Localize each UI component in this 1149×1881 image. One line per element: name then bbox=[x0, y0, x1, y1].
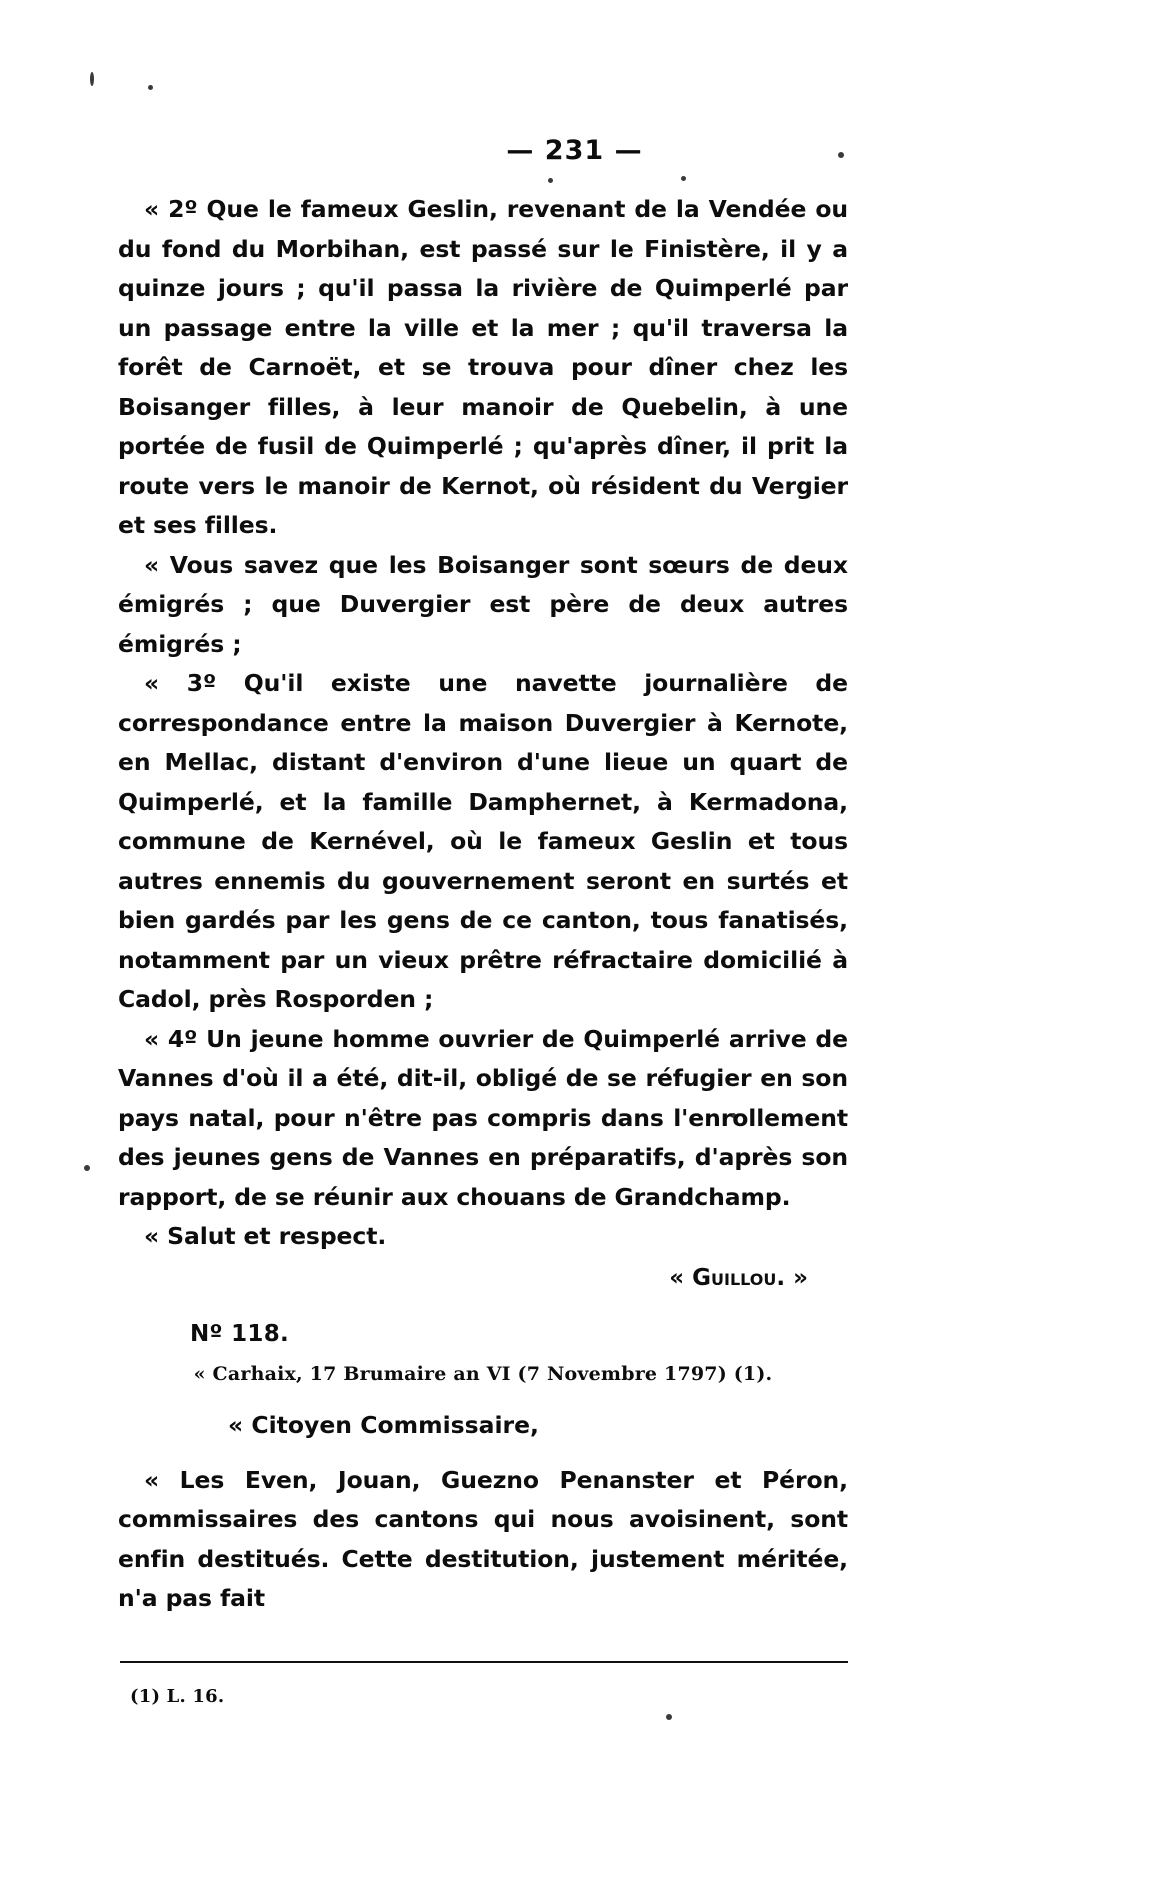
paragraph-5: « Salut et respect. bbox=[144, 1222, 387, 1250]
signature-line bbox=[118, 1257, 848, 1299]
salutation: « Citoyen Commissaire, bbox=[228, 1410, 539, 1439]
page-speck bbox=[148, 85, 153, 90]
body-column bbox=[118, 190, 848, 1619]
page-speck bbox=[90, 72, 94, 86]
paragraph-3: « 3º Qu'il existe une navette journalière de correspondance entre la maison Duvergier à Kernote, en Mellac, distant d'environ d'une lieue un quart de Quimperlé, et la famille Damphernet, à Kermadona, commune de Kernével, où le fameux Geslin et tous autres ennemis du gouvernement seront en surtés et bien gardés par les gens de ce canton, tous fanatisés, notamment par un vieux prêtre réfractaire domicilié à Cadol, près Rosporden ; bbox=[118, 669, 848, 1013]
document-number: Nº 118. bbox=[190, 1320, 290, 1347]
paragraph-2: « Vous savez que les Boisanger sont sœurs de deux émigrés ; que Duvergier est père de deux autres émigrés ; bbox=[118, 550, 848, 658]
dateline: « Carhaix, 17 Brumaire an VI (7 Novembre 1797) (1). bbox=[193, 1362, 773, 1385]
page-speck bbox=[548, 178, 553, 183]
footnote-rule bbox=[120, 1661, 848, 1663]
page-speck bbox=[666, 1714, 672, 1720]
footnote: (1) L. 16. bbox=[130, 1686, 225, 1707]
page-speck bbox=[681, 176, 686, 181]
paragraph-4: « 4º Un jeune homme ouvrier de Quimperlé arrive de Vannes d'où il a été, dit-il, obligé de se réfugier en son pays natal, pour n'être pas compris dans l'enrollement des jeunes gens de Vannes en préparatifs, d'après son rapport, de se réunir aux chouans de Grandchamp. bbox=[118, 1024, 848, 1211]
paragraph-1: « 2º Que le fameux Geslin, revenant de la Vendée ou du fond du Morbihan, est passé sur le Finistère, il y a quinze jours ; qu'il passa la rivière de Quimperlé par un passage entre la ville et la mer ; qu'il traversa la forêt de Carnoët, et se trouva pour dîner chez les Boisanger filles, à leur manoir de Quebelin, à une portée de fusil de Quimperlé ; qu'après dîner, il prit la route vers le manoir de Kernot, où résident du Vergier et ses filles. bbox=[118, 195, 848, 539]
signature-prefix: « bbox=[669, 1264, 693, 1291]
page-speck bbox=[84, 1165, 90, 1171]
page-number: — 231 — bbox=[506, 135, 643, 166]
signature-suffix: » bbox=[785, 1264, 808, 1291]
closing-paragraph: « Les Even, Jouan, Guezno Penanster et Péron, commissaires des cantons qui nous avoisinent, sont enfin destitués. Cette destitution, justement méritée, n'a pas fait bbox=[118, 1465, 848, 1612]
signature-name: Guillou. bbox=[692, 1264, 786, 1291]
